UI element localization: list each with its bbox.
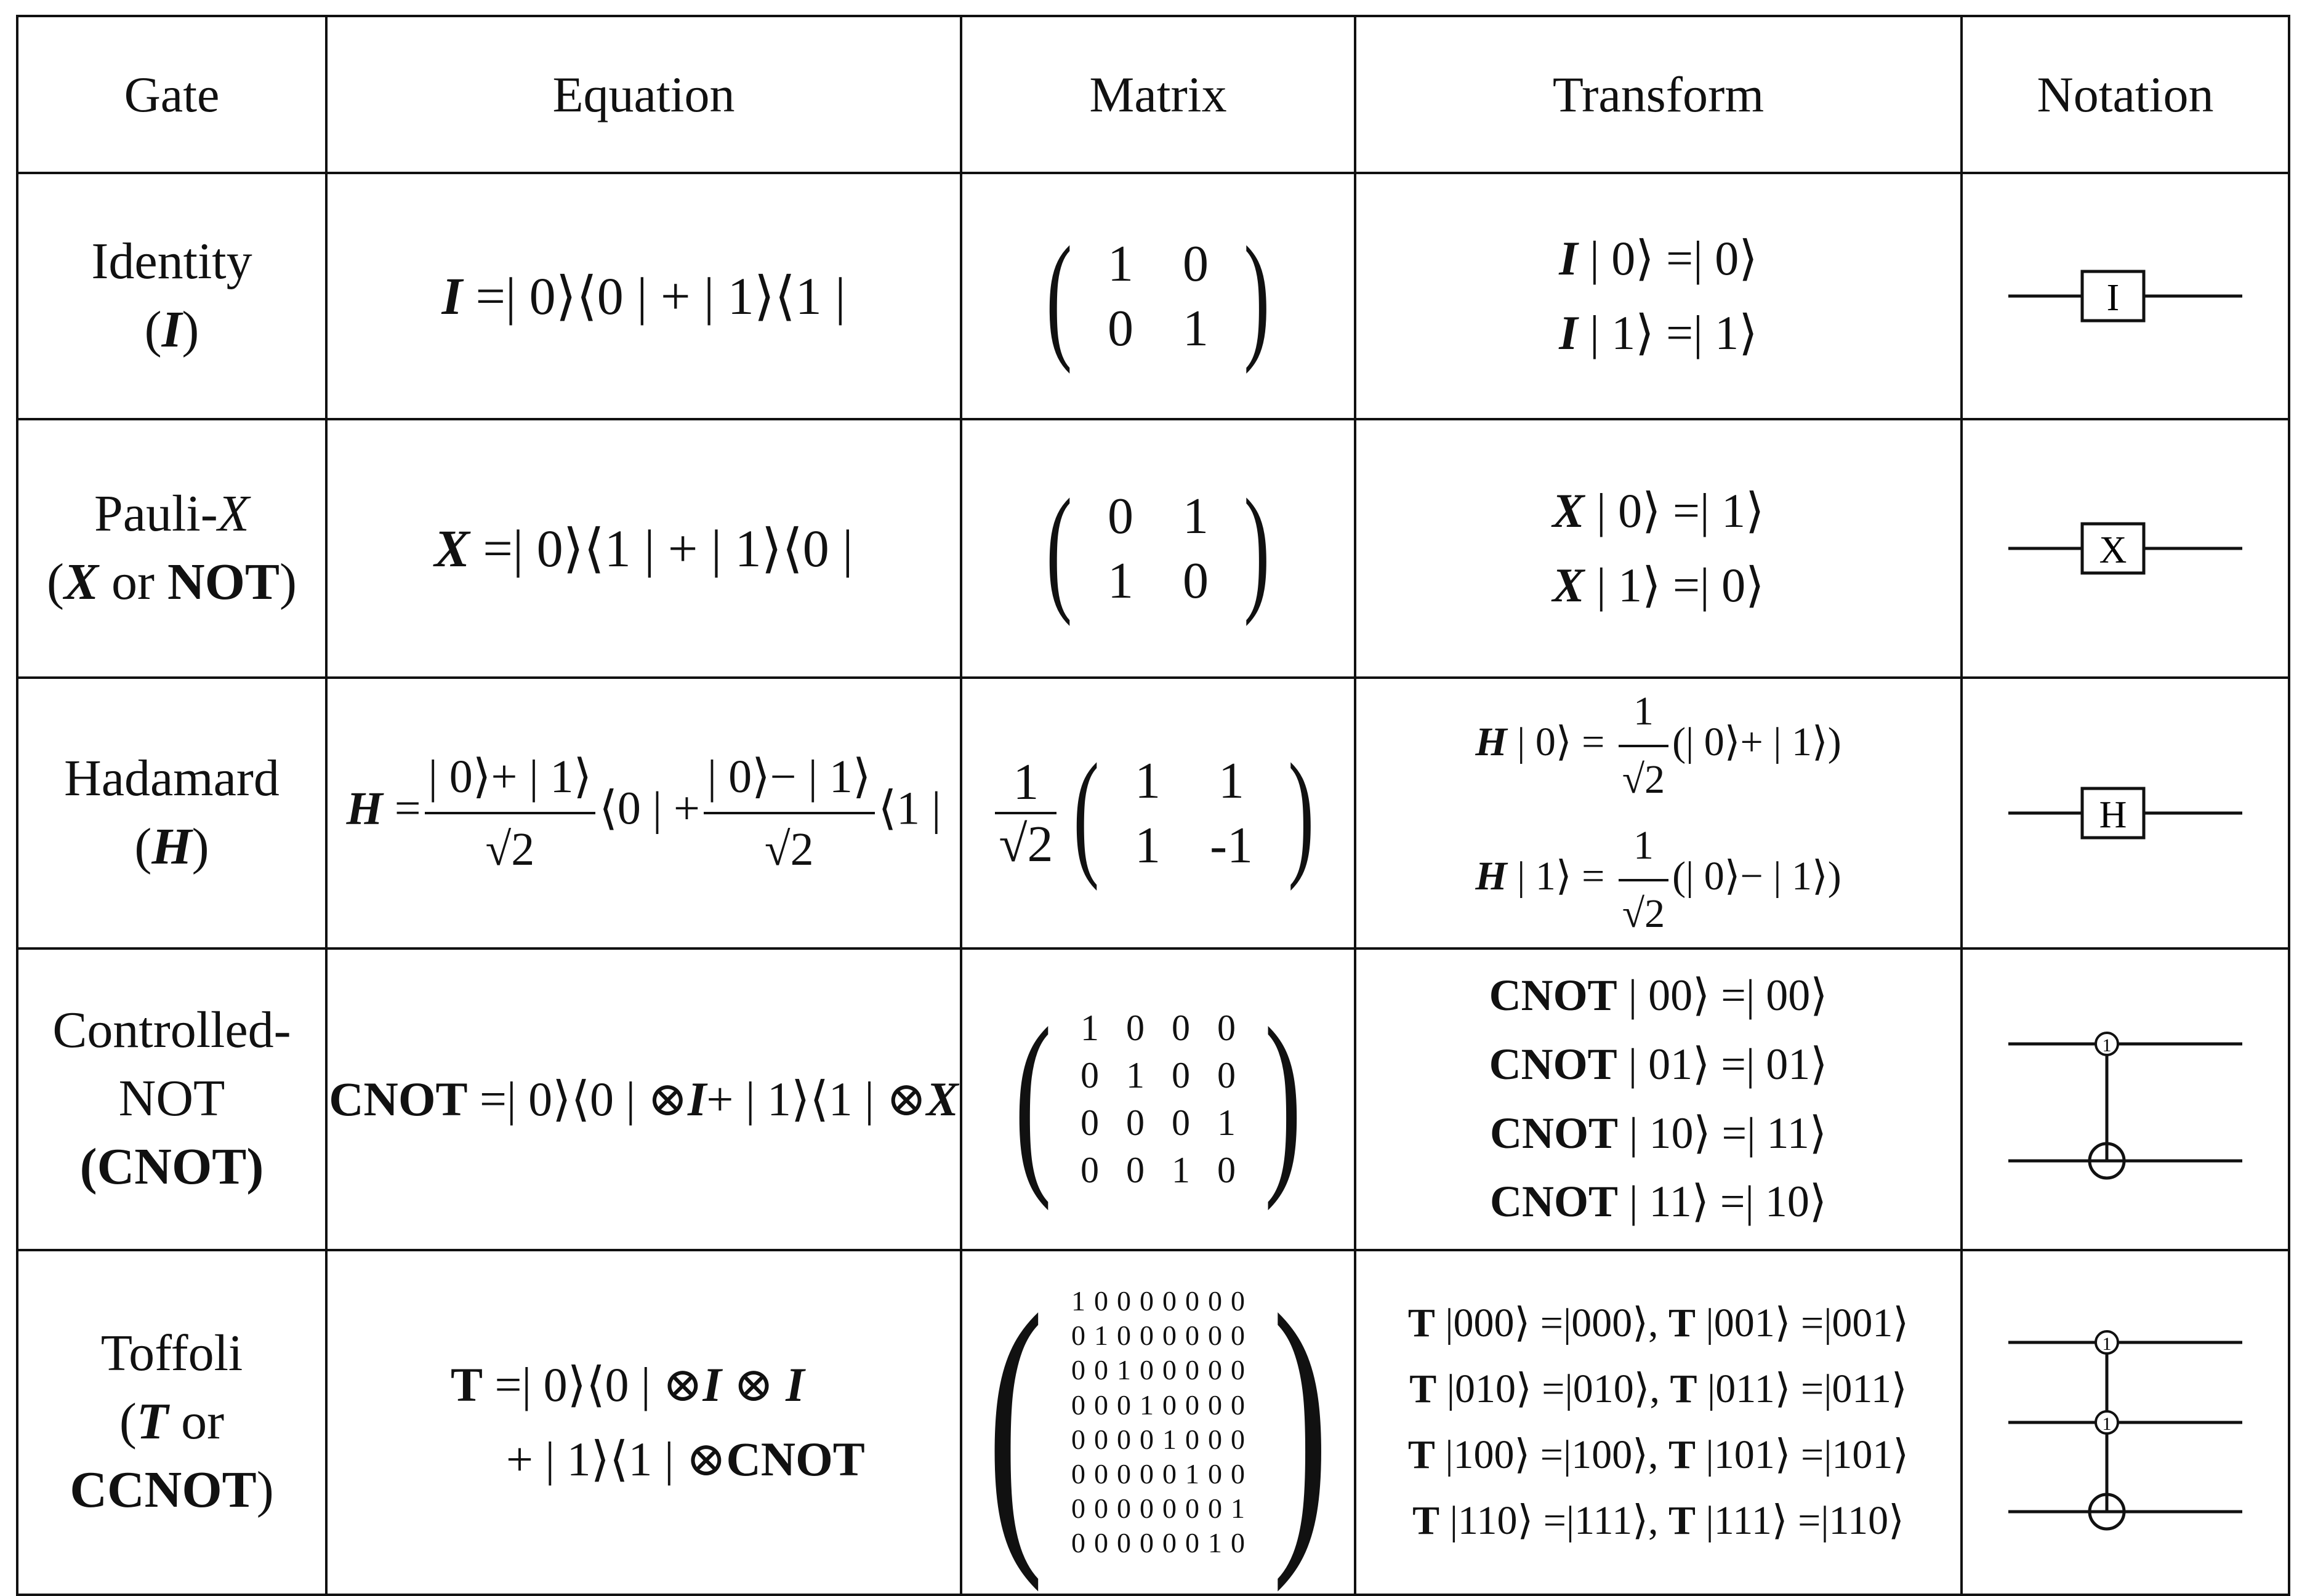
matrix-toffoli <box>961 1250 1355 1595</box>
notation-pauli-x <box>1962 419 2289 678</box>
header-matrix: Matrix <box>961 16 1355 173</box>
matrix-identity <box>961 173 1355 419</box>
matrix-2x2: ( 1 1 1 -1 ) <box>1073 734 1314 891</box>
equation-toffoli: T =| 0⟩⟨0 | ⊗I ⊗ I + | 1⟩⟨1 | ⊗CNOT <box>326 1250 961 1595</box>
header-notation: Notation <box>1962 16 2289 173</box>
gate-name-toffoli: Toffoli (T or CCNOT) <box>17 1250 326 1595</box>
equation-pauli-x: X =| 0⟩⟨1 | + | 1⟩⟨0 | <box>326 419 961 678</box>
svg-text:H: H <box>2099 793 2127 836</box>
matrix-scalar: $\frac{1}{√2}$ <box>995 752 1056 874</box>
identity-gate-symbol <box>2008 256 2242 336</box>
svg-text:1: 1 <box>2102 1035 2112 1056</box>
matrix-pauli-x <box>961 419 1355 678</box>
table-row <box>17 1250 2289 1595</box>
notation-hadamard <box>1962 678 2289 948</box>
notation-cnot <box>1962 948 2289 1250</box>
table-row <box>17 948 2289 1250</box>
equation-identity: I =| 0⟩⟨0 | + | 1⟩⟨1 | <box>326 173 961 419</box>
gate-name-pauli-x: Pauli-X (X or NOT) <box>17 419 326 678</box>
gate-name-cnot: Controlled- NOT (CNOT) <box>17 948 326 1250</box>
hadamard-gate-symbol <box>2008 773 2242 853</box>
gate-name-hadamard: Hadamard (H) <box>17 678 326 948</box>
matrix-cnot <box>961 948 1355 1250</box>
transform-pauli-x: X | 0⟩ =| 1⟩ X | 1⟩ =| 0⟩ <box>1355 419 1962 678</box>
matrix-2x2: ( 1 0 0 1 ) <box>1046 217 1270 374</box>
svg-text:1: 1 <box>2102 1333 2112 1354</box>
pauli-x-gate-symbol <box>2008 508 2242 588</box>
header-gate: Gate <box>17 16 326 173</box>
transform-identity: I | 0⟩ =| 0⟩ I | 1⟩ =| 1⟩ <box>1355 173 1962 419</box>
header-transform: Transform <box>1355 16 1962 173</box>
transform-hadamard: H | 0⟩ = $\frac{1}{√2}$ (| 0⟩+ | 1⟩) H | 1⟩ = $\frac{1}{√2}$ (| 0⟩− | 1⟩) <box>1355 678 1962 948</box>
matrix-4x4: ( 1 0 0 0 0 1 0 0 0 0 0 1 0 0 1 0 ) <box>1014 986 1302 1211</box>
notation-identity <box>1962 173 2289 419</box>
table-row <box>17 419 2289 678</box>
equation-hadamard: H = $\frac{| 0⟩+ | 1⟩}{√2}$ ⟨0 | + $\frac{| 0⟩- | 1⟩}{√2}$ ⟨1 | <box>326 678 961 948</box>
svg-text:X: X <box>2099 529 2127 571</box>
matrix-hadamard <box>961 678 1355 948</box>
matrix-2x2: ( 0 1 1 0 ) <box>1046 470 1270 627</box>
header-row <box>17 16 2289 173</box>
toffoli-gate-symbol <box>2008 1312 2242 1533</box>
equation-cnot: CNOT =| 0⟩⟨0 | ⊗I+ | 1⟩⟨1 | ⊗X <box>326 948 961 1250</box>
transform-cnot: CNOT | 00⟩ =| 00⟩ CNOT | 01⟩ =| 01⟩ CNOT | 10⟩ =| 11⟩ CNOT | 11⟩ =| 10⟩ <box>1355 948 1962 1250</box>
table-row <box>17 678 2289 948</box>
gate-name-identity: Identity (I) <box>17 173 326 419</box>
cnot-gate-symbol <box>2008 1007 2242 1192</box>
quantum-gates-table <box>16 15 2290 1596</box>
svg-text:1: 1 <box>2102 1413 2112 1434</box>
notation-toffoli <box>1962 1250 2289 1595</box>
table-row <box>17 173 2289 419</box>
transform-toffoli: T |000⟩ =|000⟩, T |001⟩ =|001⟩ T |010⟩ =|010⟩, T |011⟩ =|011⟩ T |100⟩ =|100⟩, T |101⟩ =|101⟩ T |110⟩ =|111⟩, T |111⟩ =|110⟩ <box>1355 1250 1962 1595</box>
matrix-8x8: ( 1 0 0 0 0 0 0 0 0 1 0 0 0 0 0 0 0 0 1 0 0 0 0 0 0 0 0 1 0 0 0 0 0 0 0 0 1 0 0 0 0 0 0 0 0 1 0 0 0 0 0 0 0 0 0 1 0 0 0 0 0 0 1 0 ) <box>987 1251 1329 1593</box>
header-equation: Equation <box>326 16 961 173</box>
svg-text:I: I <box>2106 277 2120 319</box>
